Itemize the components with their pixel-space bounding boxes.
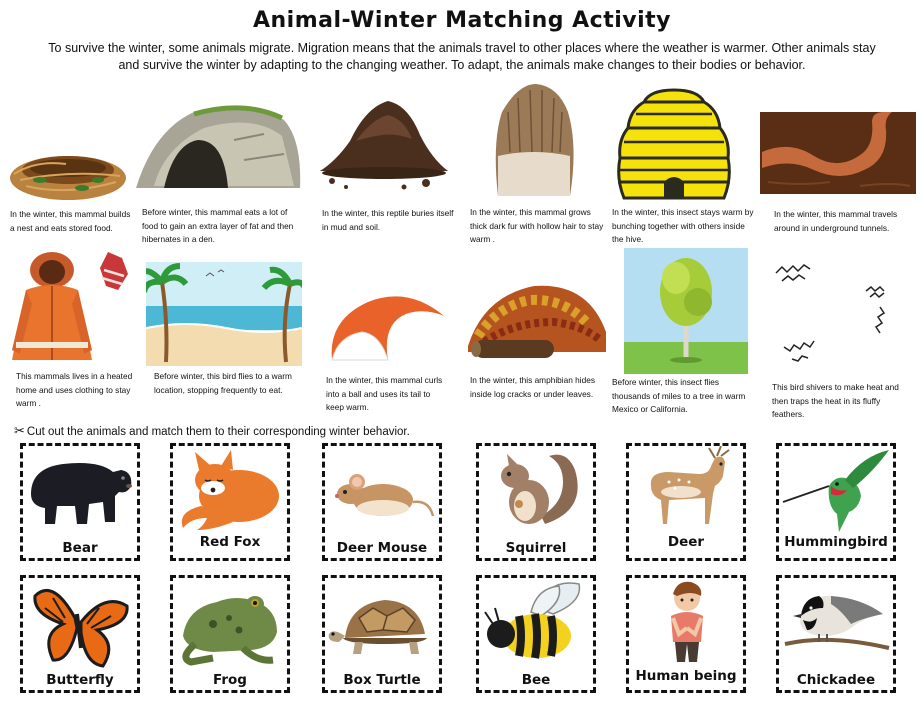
clue-shiver (762, 255, 918, 425)
clue-text: In the winter, this mammal curls into a ball and uses its tail to keep warm. (326, 375, 443, 412)
card-label: Squirrel (505, 540, 567, 556)
cut-instruction-text: Cut out the animals and match them to their corresponding winter behavior. (26, 426, 410, 438)
card-deer-mouse[interactable] (322, 443, 442, 561)
clue-tunnel (758, 110, 918, 250)
card-squirrel[interactable] (476, 443, 596, 561)
card-chickadee[interactable] (776, 575, 896, 693)
card-frog[interactable] (170, 575, 290, 693)
deer-icon (629, 446, 743, 536)
fur-icon (488, 82, 580, 200)
nest-icon (6, 130, 132, 210)
bee-icon (479, 578, 593, 668)
clue-text: Before winter, this insect flies thousands of miles to a tree in warm Mexico or California. (612, 377, 746, 414)
clue-text: In the winter, this mammal grows thick dark fur with hollow hair to stay warm . (470, 207, 604, 244)
card-label: Deer (667, 534, 705, 550)
clue-hive (606, 86, 756, 252)
clue-mud (316, 95, 456, 245)
clue-text: In the winter, this insect stays warm by bunching together with others inside the hive. (612, 207, 754, 244)
beach-icon (146, 262, 302, 366)
card-butterfly[interactable] (20, 575, 140, 693)
card-label: Box Turtle (343, 672, 421, 688)
card-box-turtle[interactable] (322, 575, 442, 693)
beehive-icon (614, 86, 734, 202)
clue-beach (146, 262, 306, 420)
clue-text: In the winter, this mammal travels around in underground tunnels. (774, 209, 898, 233)
card-red-fox[interactable] (170, 443, 290, 561)
turtle-icon (325, 578, 439, 668)
butterfly-icon (23, 578, 137, 672)
card-label: Hummingbird (784, 534, 888, 550)
hummingbird-icon (779, 446, 893, 536)
card-label: Butterfly (46, 672, 114, 688)
intro-paragraph (6, 40, 918, 74)
card-human-being[interactable] (626, 575, 746, 693)
card-bear[interactable] (20, 443, 140, 561)
chickadee-icon (779, 578, 893, 668)
card-deer[interactable] (626, 443, 746, 561)
clue-text: This bird shivers to make heat and then traps the heat in its fluffy feathers. (772, 382, 899, 419)
card-label: Deer Mouse (336, 540, 428, 556)
clue-text: In the winter, this reptile buries itself in mud and soil. (322, 208, 454, 232)
card-label: Human being (635, 668, 737, 684)
clue-tail (322, 290, 452, 420)
cut-instruction (14, 423, 410, 439)
page-title: Animal-Winter Matching Activity (252, 8, 672, 33)
clue-text: Before winter, this bird flies to a warm location, stopping frequently to eat. (154, 371, 292, 395)
den-icon (134, 100, 304, 192)
card-label: Bee (521, 672, 551, 688)
intro-line-2: and survive the winter by adapting to the changing weather. To adapt, the animals make changes to their bodies or behavior. (118, 58, 806, 72)
intro-line-1: To survive the winter, some animals migrate. Migration means that the animals travel to other places where the weather is warmer. Other animals stay (48, 41, 876, 55)
clue-leaves (464, 276, 614, 420)
clue-text: In the winter, this mammal builds a nest and eats stored food. (10, 209, 131, 233)
clue-text: In the winter, this amphibian hides inside log cracks or under leaves. (470, 375, 595, 399)
mud-mound-icon (316, 95, 450, 195)
mouse-icon (325, 446, 439, 536)
tunnel-icon (760, 112, 916, 196)
clue-nest (6, 120, 136, 250)
human-icon (629, 578, 743, 668)
shiver-lines-icon (770, 255, 904, 365)
clue-tree (608, 248, 758, 420)
clue-text: Before winter, this mammal eats a lot of food to gain an extra layer of fat and then hibernates in a den. (142, 207, 294, 244)
card-label: Bear (62, 540, 98, 556)
fox-icon (173, 446, 287, 536)
squirrel-icon (479, 446, 593, 536)
winter-coat-icon (12, 250, 134, 364)
leaf-pile-icon (464, 276, 610, 364)
card-bee[interactable] (476, 575, 596, 693)
card-label: Chickadee (796, 672, 876, 688)
card-label: Frog (213, 672, 247, 688)
scissors-icon: ✂ (14, 423, 25, 438)
card-hummingbird[interactable] (776, 443, 896, 561)
fox-tail-icon (328, 290, 448, 366)
tree-icon (624, 248, 748, 374)
bear-icon (23, 446, 137, 536)
clue-den (134, 100, 309, 250)
frog-icon (173, 578, 287, 668)
clue-fur (466, 82, 606, 252)
clue-coat (10, 250, 145, 420)
card-label: Red Fox (199, 534, 261, 550)
clue-text: This mammals lives in a heated home and uses clothing to stay warm . (16, 371, 133, 408)
